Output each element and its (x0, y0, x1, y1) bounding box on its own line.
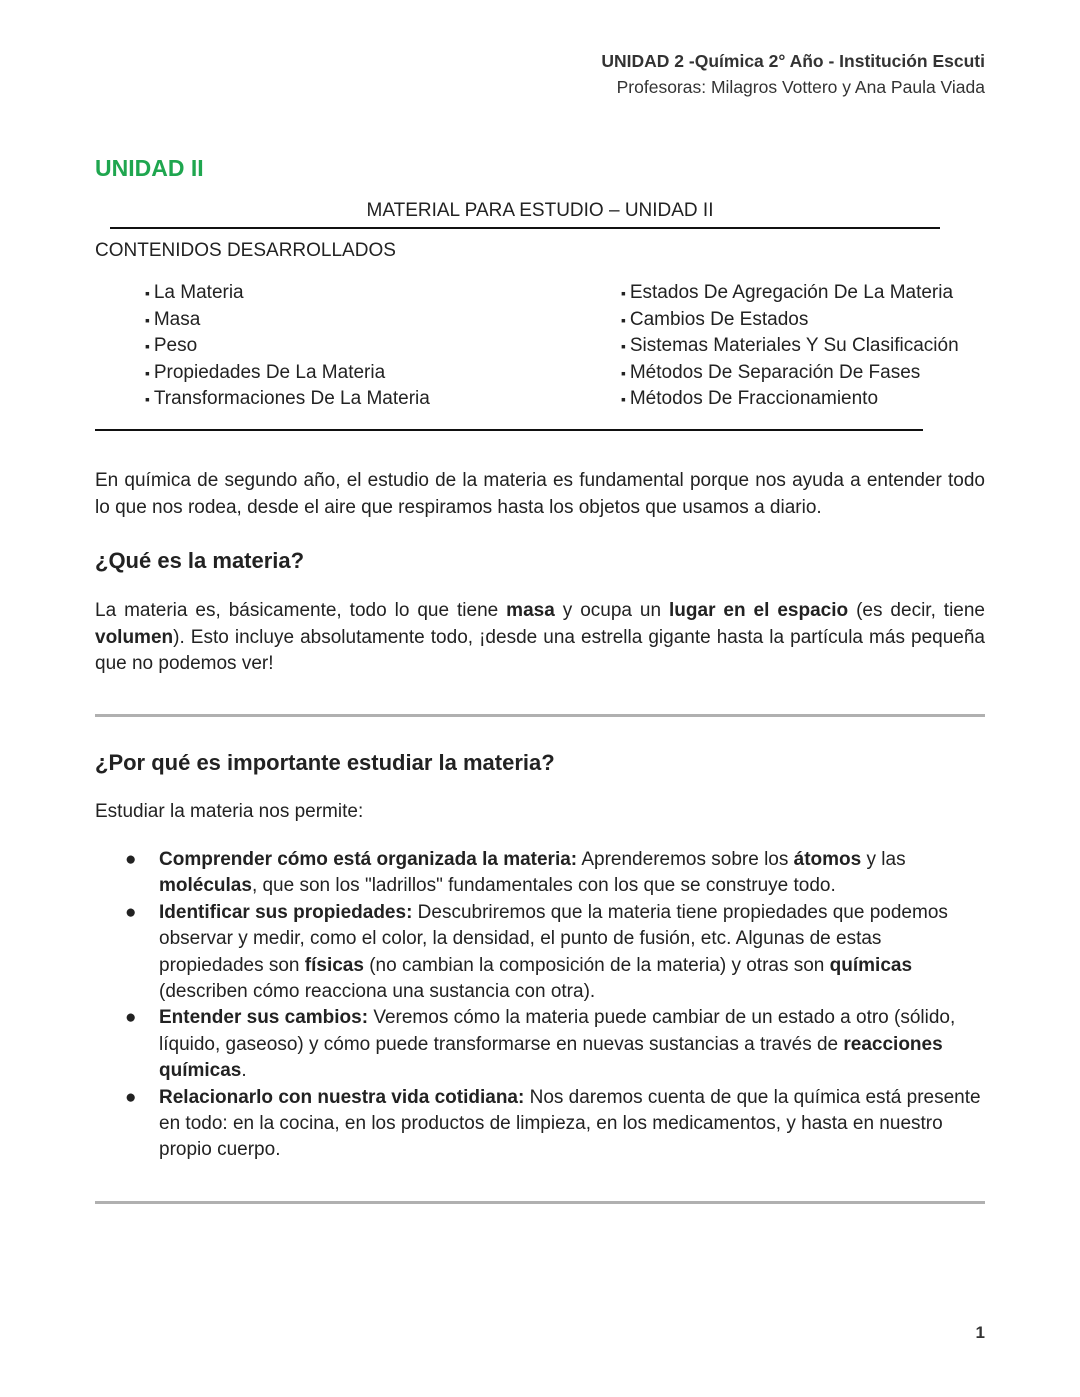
header-course: UNIDAD 2 -Química 2° Año - Institución Escuti (601, 51, 985, 71)
page-number: 1 (975, 1323, 985, 1342)
text: Descubriremos que la materia tiene propiedades que podemos observar y medir, como el color, la densidad, el punto de fusión, etc. Algunas de estas propiedades son (159, 901, 948, 976)
bold-text: Entender sus cambios: (159, 1007, 369, 1029)
divider (110, 227, 940, 229)
text: (no cambian la composición de la materia) y otras son (363, 954, 830, 976)
text: Veremos cómo la materia puede cambiar de un estado a otro (sólido, líquido, gaseoso) y cómo puede transformarse en nuevas sustancias a través de (159, 1007, 956, 1055)
list-item: ▪ Métodos De Separación De Fases (621, 360, 959, 387)
bold-text: masa (506, 600, 555, 621)
section-heading: ¿Por qué es importante estudiar la materia? (95, 750, 555, 775)
bold-text: Relacionarlo con nuestra vida cotidiana: (159, 1086, 525, 1108)
bold-text: reacciones químicas (159, 1033, 943, 1082)
list-item: ▪ Transformaciones De La Materia (145, 386, 430, 413)
unit-title: UNIDAD II (95, 155, 204, 181)
text: Aprenderemos sobre los (577, 849, 794, 870)
bold-text: lugar en el espacio (669, 600, 849, 621)
text: ). Esto incluye absolutamente todo, ¡desde una estrella gigante hasta la partícula más pequeña que no podemos ver! (95, 626, 985, 674)
horizontal-rule (95, 714, 985, 717)
text: y ocupa un (554, 600, 670, 621)
list-item: ▪ Propiedades De La Materia (145, 360, 430, 387)
text: y las (861, 849, 906, 870)
text: , que son los "ladrillos" fundamentales con los que se construye todo. (251, 875, 836, 897)
text: . (241, 1060, 247, 1082)
bold-text: moléculas (159, 875, 252, 897)
section-intro: Estudiar la materia nos permite: (95, 801, 364, 822)
bullet-icon: ● (125, 849, 137, 870)
bold-text: átomos (793, 849, 862, 870)
text: (es decir, tiene (848, 600, 986, 621)
list-item: ▪ Estados De Agregación De La Materia (621, 280, 959, 307)
list-item: ▪ La Materia (145, 280, 430, 307)
horizontal-rule (95, 1201, 985, 1204)
header-teachers: Profesoras: Milagros Vottero y Ana Paula Viada (616, 77, 985, 97)
bold-text: químicas (829, 954, 913, 976)
list-item: ▪ Métodos De Fraccionamiento (621, 386, 959, 413)
intro-paragraph: En química de segundo año, el estudio de la materia es fundamental porque nos ayuda a entender todo lo que nos rodea, desde el aire que respiramos hasta los objetos que usamos a diario. (95, 470, 985, 518)
bullet-icon: ● (125, 1007, 137, 1029)
contents-list-left (145, 280, 430, 413)
material-title: MATERIAL PARA ESTUDIO – UNIDAD II (366, 200, 714, 221)
bullet-item (95, 1085, 985, 1164)
bullet-icon: ● (125, 1086, 137, 1108)
section-paragraph (95, 598, 985, 678)
bold-text: físicas (304, 954, 364, 976)
bold-text: volumen (95, 626, 174, 648)
list-item: ▪ Masa (145, 307, 430, 334)
text: (describen cómo reacciona una sustancia con otra). (159, 981, 596, 1003)
divider (95, 429, 923, 431)
list-item: ▪ Peso (145, 333, 430, 360)
text: Nos daremos cuenta de que la química está presente en todo: en la cocina, en los productos de limpieza, en los medicamentos, y hasta en nuestro propio cuerpo. (159, 1086, 981, 1161)
contents-title: CONTENIDOS DESARROLLADOS (95, 240, 396, 261)
list-item: ▪ Cambios De Estados (621, 307, 959, 334)
bullet-item (95, 847, 985, 900)
bullet-item (95, 900, 985, 1006)
contents-list-right (621, 280, 959, 413)
bold-text: Comprender cómo está organizada la materia: (159, 849, 578, 870)
section-heading: ¿Qué es la materia? (95, 548, 305, 573)
bold-text: Identificar sus propiedades: (159, 901, 413, 923)
bullet-item (95, 1005, 985, 1084)
bullet-icon: ● (125, 901, 137, 923)
bullet-list (95, 847, 985, 1164)
text: La materia es, básicamente, todo lo que tiene (95, 600, 507, 621)
list-item: ▪ Sistemas Materiales Y Su Clasificación (621, 333, 959, 360)
